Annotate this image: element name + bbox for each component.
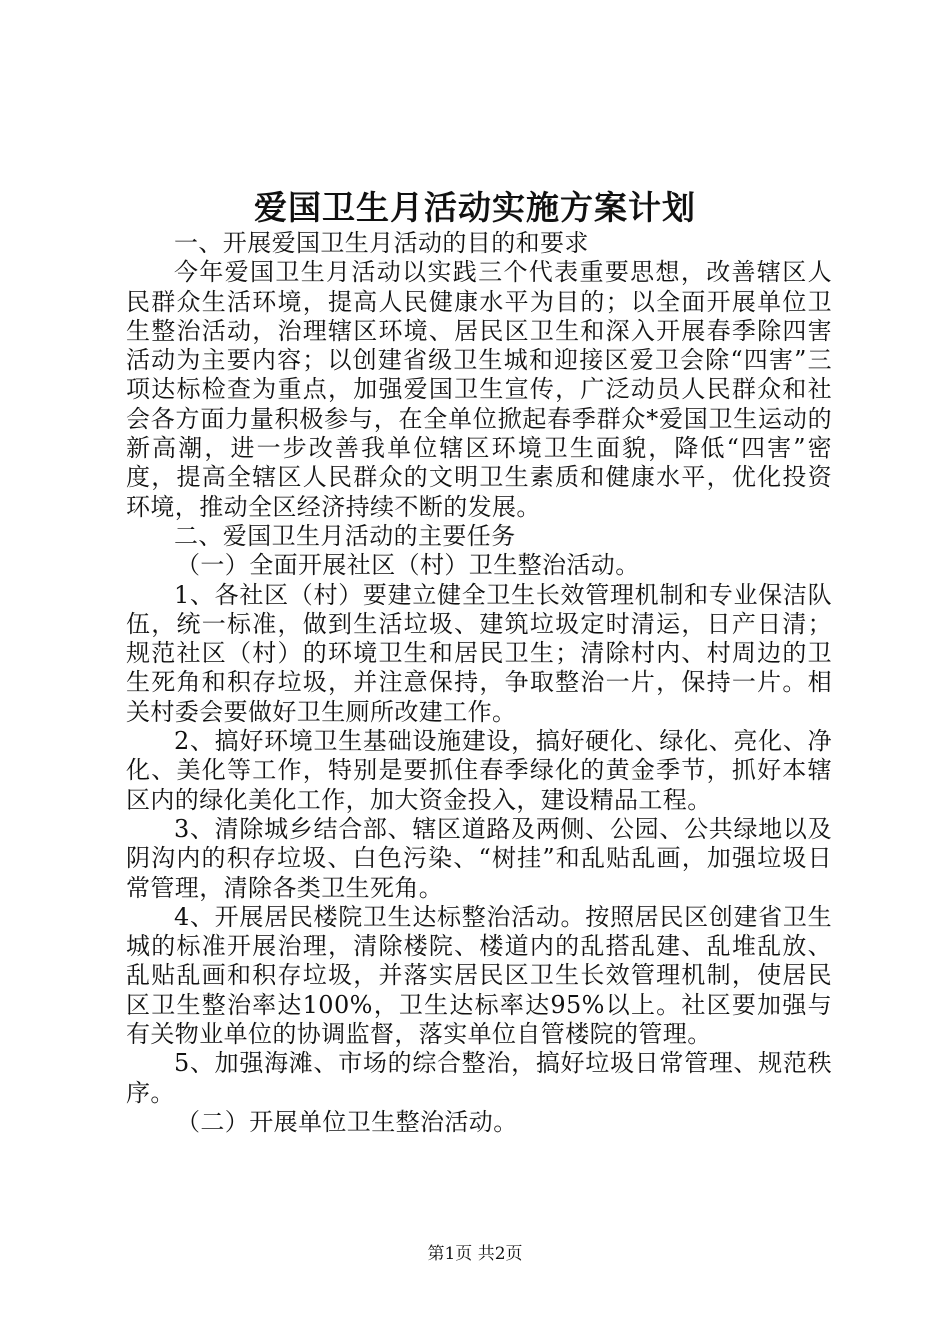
document-body — [126, 229, 832, 1137]
paragraph-item-1: 1、各社区（村）要建立健全卫生长效管理机制和专业保洁队伍，统一标准，做到生活垃圾、建筑垃圾定时清运，日产日清；规范社区（村）的环境卫生和居民卫生；清除村内、村周边的卫生死角和积存垃圾，并注意保持，争取整治一片，保持一片。相关村委会要做好卫生厕所改建工作。 — [126, 580, 832, 726]
paragraph-item-5: 5、加强海滩、市场的综合整治，搞好垃圾日常管理、规范秩序。 — [126, 1049, 832, 1107]
page-footer: 第1页 共2页 — [427, 1244, 523, 1264]
subsection-heading-2: （二）开展单位卫生整治活动。 — [176, 1107, 518, 1136]
paragraph-purpose: 今年爱国卫生月活动以实践三个代表重要思想，改善辖区人民群众生活环境，提高人民健康水平为目的；以全面开展单位卫生整治活动，治理辖区环境、居民区卫生和深入开展春季除四害活动为主要内容；以创建省级卫生城和迎接区爱卫会除“四害”三项达标检查为重点，加强爱国卫生宣传，广泛动员人民群众和社会各方面力量积极参与，在全单位掀起春季群众*爱国卫生运动的新高潮，进一步改善我单位辖区环境卫生面貌，降低“四害”密度，提高全辖区人民群众的文明卫生素质和健康水平，优化投资环境，推动全区经济持续不断的发展。 — [126, 258, 832, 521]
section-heading-2: 二、爱国卫生月活动的主要任务 — [174, 521, 516, 550]
subsection-heading-1: （一）全面开展社区（村）卫生整治活动。 — [176, 551, 640, 580]
section-heading-1: 一、开展爱国卫生月活动的目的和要求 — [174, 229, 589, 257]
paragraph-item-3: 3、清除城乡结合部、辖区道路及两侧、公园、公共绿地以及阴沟内的积存垃圾、白色污染、“树挂”和乱贴乱画，加强垃圾日常管理，清除各类卫生死角。 — [126, 814, 832, 902]
paragraph-item-2: 2、搞好环境卫生基础设施建设，搞好硬化、绿化、亮化、净化、美化等工作，特别是要抓住春季绿化的黄金季节，抓好本辖区内的绿化美化工作，加大资金投入，建设精品工程。 — [126, 727, 832, 814]
paragraph-item-4: 4、开展居民楼院卫生达标整治活动。按照居民区创建省卫生城的标准开展治理，清除楼院、楼道内的乱搭乱建、乱堆乱放、乱贴乱画和积存垃圾，并落实居民区卫生长效管理机制，使居民区卫生整治率达100%，卫生达标率达95%以上。社区要加强与有关物业单位的协调监督，落实单位自管楼院的管理。 — [126, 902, 832, 1049]
document-title: 爱国卫生月活动实施方案计划 — [254, 188, 696, 227]
